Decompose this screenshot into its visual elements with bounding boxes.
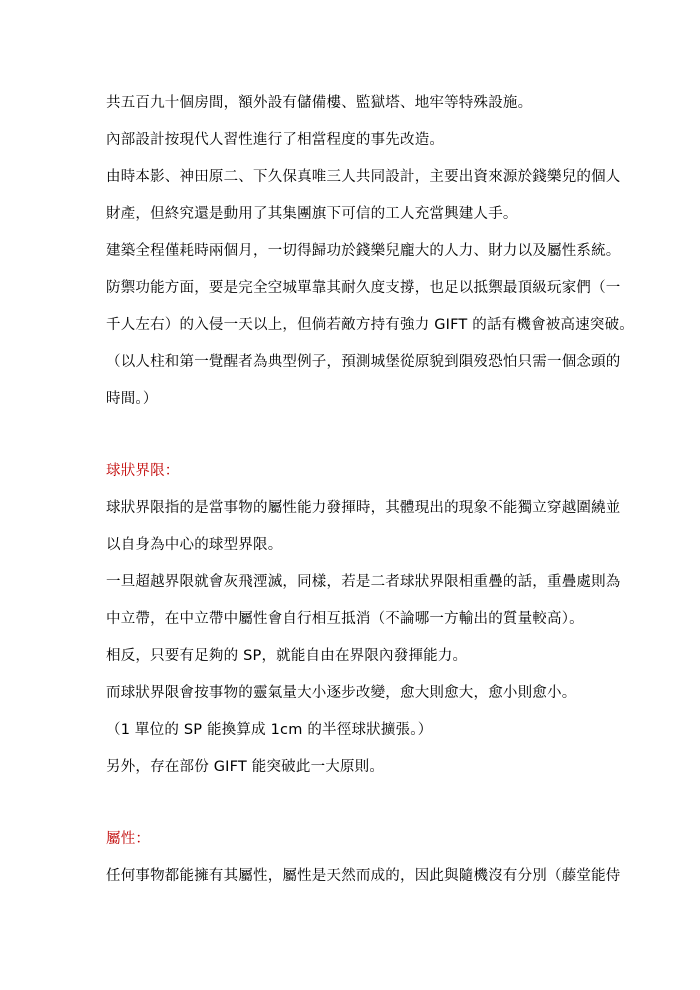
sphere-line-6: 而球狀界限會按事物的靈氣量大小逐步改變，愈大則愈大，愈小則愈小。 [106,685,577,701]
sphere-line-1: 球狀界限指的是當事物的屬性能力發揮時，其體現出的現象不能獨立穿越圍繞並 [106,500,621,516]
sphere-line-4: 中立帶，在中立帶中屬性會自行相互抵消（不論哪一方輸出的質量較高）。 [106,611,584,627]
sphere-line-5: 相反，只要有足夠的 SP，就能自由在界限內發揮能力。 [106,648,468,664]
intro-line-9: 時間。） [106,391,158,407]
intro-line-4: 財產，但終究還是動用了其集團旗下可信的工人充當興建人手。 [106,206,518,222]
intro-line-1: 共五百九十個房間，額外設有儲備樓、監獄塔、地牢等特殊設施。 [106,95,533,111]
intro-line-7: 千人左右）的入侵一天以上，但倘若敵方持有強力 GIFT 的話有機會被高速突破。 [106,317,634,333]
intro-line-6: 防禦功能方面，要是完全空城單靠其耐久度支撐，也足以抵禦最頂級玩家們（一 [106,280,621,296]
section-heading-attribute: 屬性： [106,831,151,847]
sphere-line-8: 另外，存在部份 GIFT 能突破此一大原則。 [106,759,385,775]
intro-line-8: （以人柱和第一覺醒者為典型例子，預測城堡從原貌到隕歿恐怕只需一個念頭的 [106,354,621,370]
sphere-line-7: （1 單位的 SP 能換算成 1cm 的半徑球狀擴張。） [106,722,433,738]
attribute-line-1: 任何事物都能擁有其屬性，屬性是天然而成的，因此與隨機沒有分別（藤堂能侍 [106,868,621,884]
sphere-line-2: 以自身為中心的球型界限。 [106,537,283,553]
intro-line-2: 內部設計按現代人習性進行了相當程度的事先改造。 [106,132,445,148]
section-heading-sphere: 球狀界限： [106,463,180,479]
sphere-line-3: 一旦超越界限就會灰飛湮滅，同樣，若是二者球狀界限相重疊的話，重疊處則為 [106,574,621,590]
intro-line-5: 建築全程僅耗時兩個月，一切得歸功於錢樂兒龐大的人力、財力以及屬性系統。 [106,243,621,259]
intro-line-3: 由時本影、神田原二、下久保真唯三人共同設計，主要出資來源於錢樂兒的個人 [106,169,621,185]
